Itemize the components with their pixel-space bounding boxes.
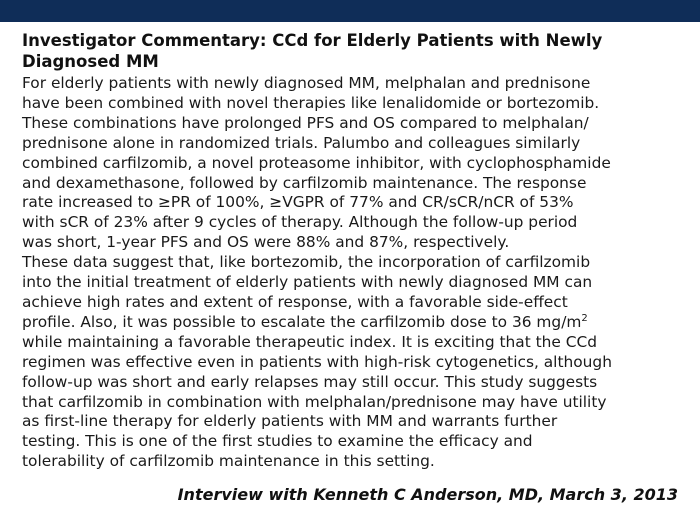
slide-title-line-1: Investigator Commentary: CCd for Elderly Patients with Newly	[22, 31, 603, 50]
dose-unit-superscript: 2	[581, 312, 588, 324]
slide-title	[22, 30, 682, 72]
paragraph-implications	[22, 253, 682, 472]
text-line: rate increased to ≥PR of 100%, ≥VGPR of 77% and CR/sCR/nCR of 53%	[22, 193, 574, 212]
text-line: These combinations have prolonged PFS and OS compared to melphalan/	[22, 113, 589, 132]
text-line: into the initial treatment of elderly patients with newly diagnosed MM can	[22, 273, 593, 292]
text-line: was short, 1-year PFS and OS were 88% and 87%, respectively.	[22, 233, 510, 252]
text-line: For elderly patients with newly diagnosed MM, melphalan and prednisone	[22, 74, 591, 92]
text-line: and dexamethasone, followed by carfilzomib maintenance. The response	[22, 173, 587, 192]
interview-credit: Interview with Kenneth C Anderson, MD, March 3, 2013	[177, 485, 678, 504]
text-line: tolerability of carfilzomib maintenance in this setting.	[22, 452, 435, 471]
text-line: with sCR of 23% after 9 cycles of therapy. Although the follow-up period	[22, 213, 578, 232]
text-line: follow-up was short and early relapses may still occur. This study suggests	[22, 372, 598, 391]
text-line: have been combined with novel therapies like lenalidomide or bortezomib.	[22, 93, 600, 112]
text-line: while maintaining a favorable therapeutic index. It is exciting that the CCd	[22, 332, 598, 351]
paragraph-findings	[22, 74, 682, 253]
text-line: regimen was effective even in patients with high-risk cytogenetics, although	[22, 352, 612, 371]
slide-title-line-2: Diagnosed MM	[22, 52, 159, 71]
text-line: These data suggest that, like bortezomib, the incorporation of carfilzomib	[22, 253, 591, 272]
text-line: as first-line therapy for elderly patients with MM and warrants further	[22, 412, 558, 431]
dose-text: profile. Also, it was possible to escalate the carfilzomib dose to 36 mg/m	[22, 312, 582, 331]
text-line: prednisone alone in randomized trials. Palumbo and colleagues similarly	[22, 133, 581, 152]
text-line: combined carfilzomib, a novel proteasome inhibitor, with cyclophosphamide	[22, 153, 611, 172]
text-line: testing. This is one of the first studies to examine the efficacy and	[22, 432, 533, 451]
text-line: achieve high rates and extent of response, with a favorable side-effect	[22, 292, 568, 311]
header-bar	[0, 0, 700, 22]
text-line-with-superscript	[22, 313, 682, 333]
slide-content	[22, 30, 682, 472]
text-line: that carfilzomib in combination with melphalan/prednisone may have utility	[22, 392, 607, 411]
